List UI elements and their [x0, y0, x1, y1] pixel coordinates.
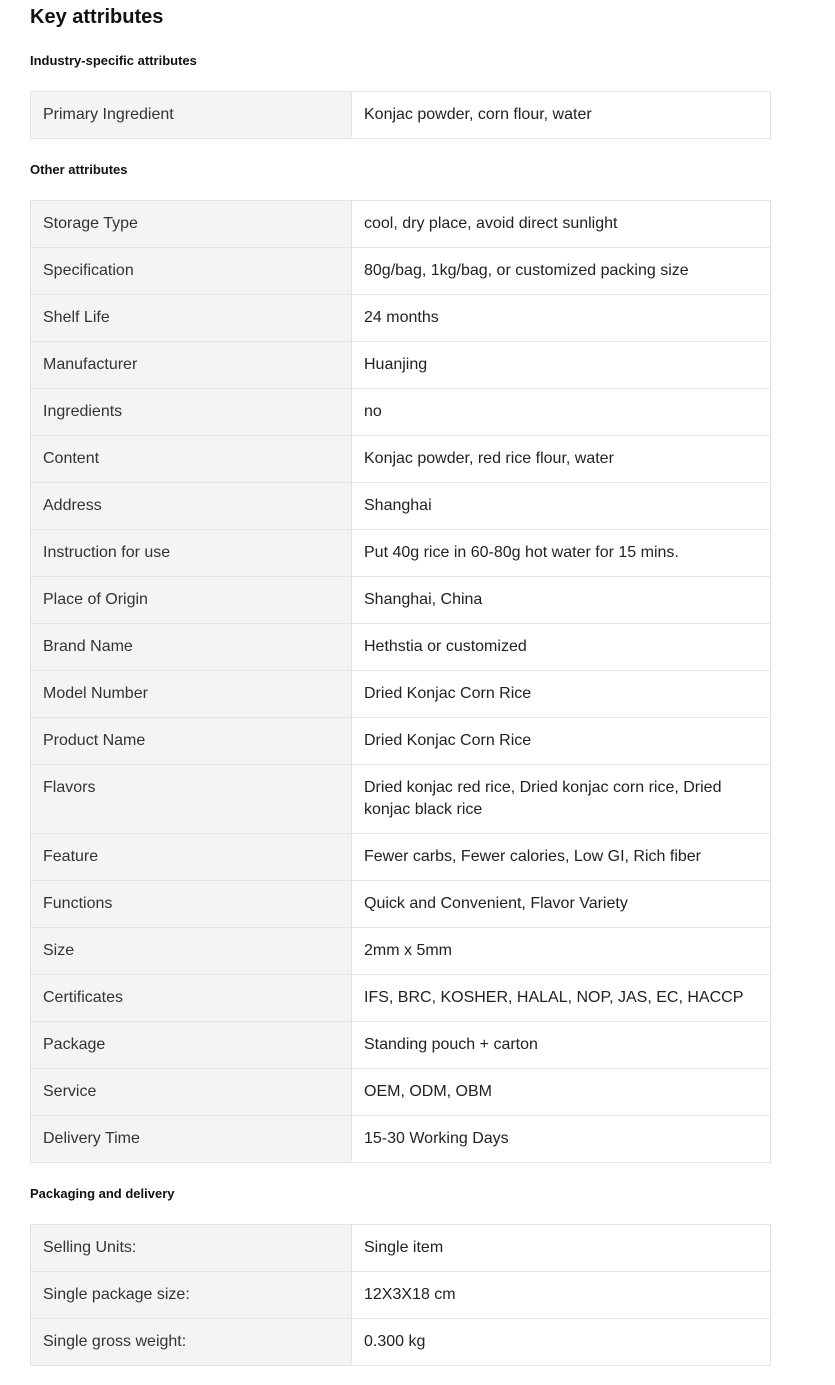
- table-row: [31, 928, 771, 975]
- table-row: [31, 1116, 771, 1163]
- attribute-value: Konjac powder, red rice flour, water: [352, 436, 771, 483]
- table-row: [31, 671, 771, 718]
- table-row: [31, 1319, 771, 1366]
- attribute-value: cool, dry place, avoid direct sunlight: [352, 201, 771, 248]
- attribute-key: Brand Name: [31, 624, 352, 671]
- table-row: [31, 834, 771, 881]
- attribute-value: Single item: [352, 1225, 771, 1272]
- attribute-value: 80g/bag, 1kg/bag, or customized packing size: [352, 248, 771, 295]
- attribute-key: Address: [31, 483, 352, 530]
- table-row: [31, 765, 771, 834]
- attribute-value: 15-30 Working Days: [352, 1116, 771, 1163]
- attribute-value: Quick and Convenient, Flavor Variety: [352, 881, 771, 928]
- table-row: [31, 718, 771, 765]
- attribute-value: Put 40g rice in 60-80g hot water for 15 mins.: [352, 530, 771, 577]
- attribute-key: Storage Type: [31, 201, 352, 248]
- packaging-and-delivery-table: [30, 1224, 771, 1366]
- table-row: [31, 1022, 771, 1069]
- table-row: [31, 201, 771, 248]
- section-heading-industry-specific: Industry-specific attributes: [30, 53, 197, 68]
- attribute-key: Single package size:: [31, 1272, 352, 1319]
- table-row: [31, 483, 771, 530]
- attribute-key: Selling Units:: [31, 1225, 352, 1272]
- table-row: [31, 975, 771, 1022]
- table-row: [31, 248, 771, 295]
- attribute-value: Dried konjac red rice, Dried konjac corn rice, Dried konjac black rice: [352, 765, 771, 834]
- attribute-value: Dried Konjac Corn Rice: [352, 718, 771, 765]
- attribute-key: Manufacturer: [31, 342, 352, 389]
- attribute-value: 24 months: [352, 295, 771, 342]
- attribute-value: Dried Konjac Corn Rice: [352, 671, 771, 718]
- table-row: [31, 436, 771, 483]
- attribute-key: Ingredients: [31, 389, 352, 436]
- table-row: [31, 1069, 771, 1116]
- attribute-value: 2mm x 5mm: [352, 928, 771, 975]
- attribute-key: Content: [31, 436, 352, 483]
- attribute-key: Service: [31, 1069, 352, 1116]
- attribute-key: Model Number: [31, 671, 352, 718]
- attribute-key: Specification: [31, 248, 352, 295]
- attribute-key: Functions: [31, 881, 352, 928]
- table-row: [31, 389, 771, 436]
- page-title: Key attributes: [30, 6, 164, 28]
- attribute-key: Shelf Life: [31, 295, 352, 342]
- section-heading-other-attributes: Other attributes: [30, 162, 128, 177]
- attribute-value: Standing pouch + carton: [352, 1022, 771, 1069]
- table-row: [31, 1272, 771, 1319]
- attribute-key: Place of Origin: [31, 577, 352, 624]
- table-row: [31, 342, 771, 389]
- attribute-value: Konjac powder, corn flour, water: [352, 92, 771, 139]
- attribute-value: Shanghai: [352, 483, 771, 530]
- attribute-key: Package: [31, 1022, 352, 1069]
- industry-specific-attributes-table: [30, 91, 771, 139]
- table-row: [31, 530, 771, 577]
- attribute-key: Feature: [31, 834, 352, 881]
- attribute-value: 0.300 kg: [352, 1319, 771, 1366]
- attribute-key: Flavors: [31, 765, 352, 834]
- section-heading-packaging-and-delivery: Packaging and delivery: [30, 1186, 175, 1201]
- table-row: [31, 577, 771, 624]
- attribute-key: Instruction for use: [31, 530, 352, 577]
- table-row: [31, 295, 771, 342]
- attribute-key: Delivery Time: [31, 1116, 352, 1163]
- attribute-key: Size: [31, 928, 352, 975]
- attribute-value: no: [352, 389, 771, 436]
- other-attributes-table: [30, 200, 771, 1163]
- table-row: [31, 92, 771, 139]
- attribute-value: Hethstia or customized: [352, 624, 771, 671]
- table-row: [31, 881, 771, 928]
- attribute-key: Single gross weight:: [31, 1319, 352, 1366]
- attribute-key: Product Name: [31, 718, 352, 765]
- attribute-key: Primary Ingredient: [31, 92, 352, 139]
- attribute-value: 12X3X18 cm: [352, 1272, 771, 1319]
- attribute-key: Certificates: [31, 975, 352, 1022]
- attribute-value: Shanghai, China: [352, 577, 771, 624]
- table-row: [31, 1225, 771, 1272]
- attribute-value: OEM, ODM, OBM: [352, 1069, 771, 1116]
- attribute-value: Fewer carbs, Fewer calories, Low GI, Rich fiber: [352, 834, 771, 881]
- attribute-value: IFS, BRC, KOSHER, HALAL, NOP, JAS, EC, HACCP: [352, 975, 771, 1022]
- table-row: [31, 624, 771, 671]
- attribute-value: Huanjing: [352, 342, 771, 389]
